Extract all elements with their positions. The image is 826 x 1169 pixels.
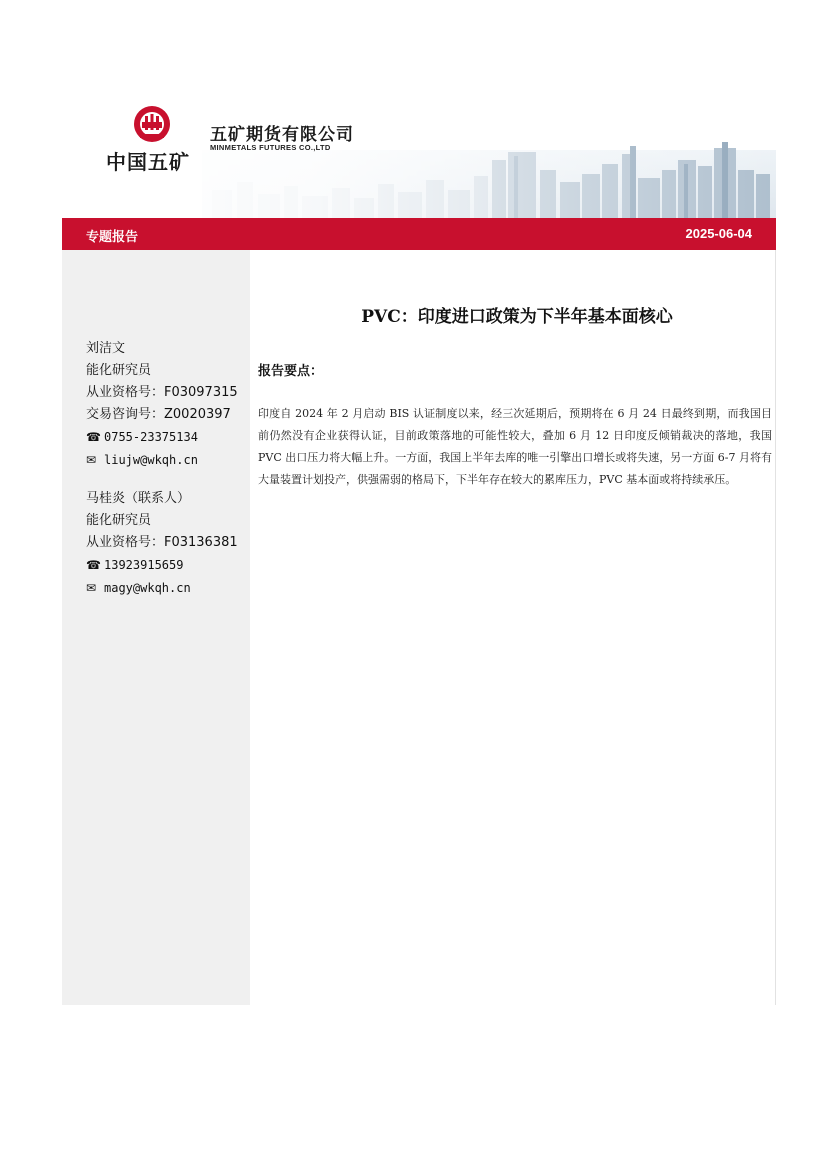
report-header	[62, 90, 776, 218]
envelope-icon: ✉	[86, 453, 97, 467]
analyst-phone-line	[86, 554, 238, 577]
analyst-qualification: 从业资格号：F03097315	[86, 385, 238, 400]
logo-text: 中国五矿	[106, 150, 190, 174]
key-points-heading: 报告要点：	[258, 364, 324, 379]
phone-icon: ☎	[86, 430, 101, 444]
minmetals-emblem-icon	[132, 104, 172, 144]
report-type-label: 专题报告	[86, 230, 139, 245]
analyst-phone-line	[86, 426, 238, 449]
analyst-role: 能化研究员	[86, 363, 152, 378]
analyst-phone: 0755-23375134	[104, 430, 198, 444]
report-title: PVC：印度进口政策为下半年基本面核心	[361, 307, 673, 327]
content-right-border	[775, 250, 776, 1005]
analyst-email-line	[86, 577, 238, 600]
analyst-qualification: 从业资格号：F03136381	[86, 535, 238, 550]
analyst-email[interactable]: liujw@wkqh.cn	[104, 453, 198, 467]
envelope-icon: ✉	[86, 581, 97, 595]
analyst-consult-number: 交易咨询号：Z0020397	[86, 407, 231, 422]
analyst-email-line	[86, 449, 238, 472]
analyst-name: 马桂炎（联系人）	[86, 491, 191, 506]
company-name-cn: 五矿期货有限公司	[210, 125, 354, 145]
company-name-en: MINMETALS FUTURES CO.,LTD	[210, 143, 331, 152]
key-points-summary: 印度自 2024 年 2 月启动 BIS 认证制度以来，经三次延期后，预期将在 6 月 24 日最终到期，而我国目前仍然没有企业获得认证，目前政策落地的可能性较大，叠加 6 月 12 日印度反倾销裁决的落地，我国 PVC 出口压力将大幅上升。一方面，我国上半年去库的唯一引擎出口增长或将失速，另一方面 6-7 月将有大量装置计划投产，供强需弱的格局下，下半年存在较大的累库压力，PVC 基本面或将持续承压。	[258, 407, 772, 486]
report-date: 2025-06-04	[685, 226, 752, 241]
analyst-phone: 13923915659	[104, 558, 184, 572]
analyst-card	[86, 338, 238, 472]
phone-icon: ☎	[86, 558, 101, 572]
analyst-card	[86, 488, 238, 600]
analyst-sidebar	[62, 250, 250, 1005]
report-band	[62, 218, 776, 250]
analyst-role: 能化研究员	[86, 513, 152, 528]
analyst-name: 刘洁文	[86, 341, 126, 356]
analyst-email[interactable]: magy@wkqh.cn	[104, 581, 191, 595]
